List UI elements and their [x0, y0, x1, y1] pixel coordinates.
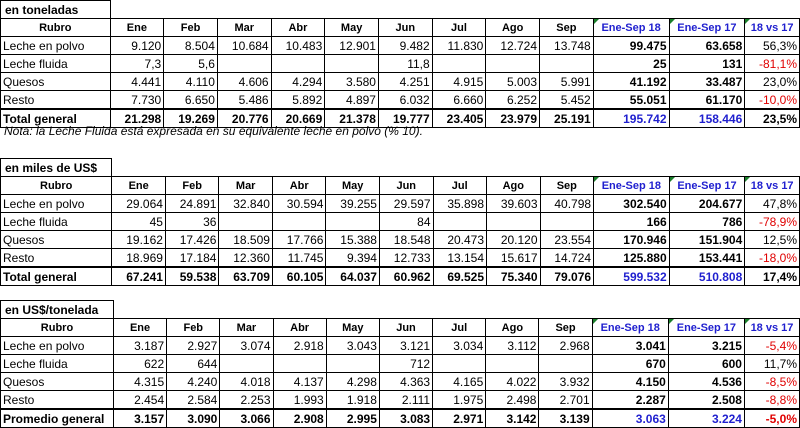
- table-cell: 11,7%: [744, 355, 799, 373]
- table-cell: 3.121: [379, 337, 432, 355]
- table-cell: 13.748: [540, 37, 594, 55]
- table-cell: 3.224: [668, 409, 744, 428]
- table-cell: 55.051: [593, 91, 669, 110]
- table-cell: 20.776: [217, 109, 271, 128]
- table-cell: 75.340: [487, 267, 541, 286]
- table-cell: 4.110: [164, 73, 218, 91]
- table-cell: 2.454: [113, 391, 166, 410]
- column-header: Mar: [217, 19, 271, 37]
- table-row: [1, 73, 800, 91]
- column-header: Feb: [164, 19, 218, 37]
- column-header: Jun: [379, 319, 432, 337]
- table-cell: 3.083: [379, 409, 432, 428]
- column-header: Ene-Sep 17: [669, 19, 745, 37]
- table-cell: 1.993: [273, 391, 326, 410]
- table-cell: 6.032: [378, 91, 432, 110]
- table-cell: 25: [593, 55, 669, 73]
- table-cell: [326, 213, 380, 231]
- table-cell: 3.090: [167, 409, 220, 428]
- table-cell: 61.170: [669, 91, 745, 110]
- table-cell: [540, 213, 594, 231]
- column-header: Feb: [167, 319, 220, 337]
- table-cell: 153.441: [669, 249, 745, 268]
- table-cell: 2.253: [220, 391, 273, 410]
- table-cell: 29.064: [112, 195, 166, 213]
- table-cell: 2.508: [668, 391, 744, 410]
- column-header: Abr: [273, 319, 326, 337]
- table-cell: 39.603: [487, 195, 541, 213]
- table-cell: -5,4%: [744, 337, 799, 355]
- table-cell: 4.165: [433, 373, 486, 391]
- table-cell: 170.946: [594, 231, 670, 249]
- table-cell: 622: [113, 355, 166, 373]
- table-cell: 11,8: [378, 55, 432, 73]
- table-cell: 23,5%: [745, 109, 800, 128]
- table-cell: 4.441: [110, 73, 164, 91]
- table-cell: 64.037: [326, 267, 380, 286]
- table-cell: 151.904: [669, 231, 745, 249]
- title-row: [1, 301, 800, 319]
- table-cell: [219, 213, 273, 231]
- table-cell: 786: [669, 213, 745, 231]
- table-cell: 195.742: [593, 109, 669, 128]
- table-cell: 18.969: [112, 249, 166, 268]
- table-cell: [486, 355, 539, 373]
- column-header: May: [326, 177, 380, 195]
- table-cell: 3.074: [220, 337, 273, 355]
- column-header: Ago: [486, 319, 539, 337]
- column-header: Ene-Sep 17: [668, 319, 744, 337]
- table-cell: 125.880: [594, 249, 670, 268]
- table-cell: 4.363: [379, 373, 432, 391]
- table-cell: 2.968: [539, 337, 592, 355]
- table-cell: 5.452: [540, 91, 594, 110]
- table-cell: 2.287: [592, 391, 668, 410]
- table-cell: -8,5%: [744, 373, 799, 391]
- table-row: [1, 373, 800, 391]
- row-label: Leche en polvo: [1, 37, 111, 55]
- table-cell: 4.897: [325, 91, 379, 110]
- row-label: Leche fluida: [1, 55, 111, 73]
- row-label: Resto: [1, 249, 112, 268]
- table-cell: 12.901: [325, 37, 379, 55]
- table-cell: 25.191: [540, 109, 594, 128]
- table-cell: 5.003: [486, 73, 540, 91]
- table-cell: 302.540: [594, 195, 670, 213]
- row-label: Leche fluida: [1, 213, 112, 231]
- table-cell: 36: [165, 213, 219, 231]
- table-cell: 2.498: [486, 391, 539, 410]
- table-cell: 20.473: [433, 231, 487, 249]
- table-cell: 17.426: [165, 231, 219, 249]
- column-header: Sep: [539, 319, 592, 337]
- table-cell: 59.538: [165, 267, 219, 286]
- table-cell: 10.684: [217, 37, 271, 55]
- table-cell: 3.041: [592, 337, 668, 355]
- table-cell: 39.255: [326, 195, 380, 213]
- table-cell: 17.766: [272, 231, 326, 249]
- table-cell: 4.022: [486, 373, 539, 391]
- table-cell: 3.063: [592, 409, 668, 428]
- table-cell: 56,3%: [745, 37, 800, 55]
- table-row: [1, 249, 800, 268]
- table-cell: 21.298: [110, 109, 164, 128]
- table-cell: 21.378: [325, 109, 379, 128]
- table-cell: 3.034: [433, 337, 486, 355]
- table-cell: 1.975: [433, 391, 486, 410]
- table-cell: 9.120: [110, 37, 164, 55]
- table-cell: 2.111: [379, 391, 432, 410]
- table-cell: [271, 55, 325, 73]
- table-cell: 79.076: [540, 267, 594, 286]
- title-row: [1, 1, 800, 19]
- column-header: May: [325, 19, 379, 37]
- table-cell: 4.251: [378, 73, 432, 91]
- table-cell: 12.360: [219, 249, 273, 268]
- table-cell: [487, 213, 541, 231]
- table-cell: 3.142: [486, 409, 539, 428]
- table-cell: 2.701: [539, 391, 592, 410]
- table-row: [1, 37, 800, 55]
- table-cell: [539, 355, 592, 373]
- total-row: [1, 267, 800, 286]
- table-cell: [433, 355, 486, 373]
- header-row: [1, 177, 800, 195]
- column-header: Ene: [110, 19, 164, 37]
- table-cell: 9.394: [326, 249, 380, 268]
- table-title: en US$/tonelada: [1, 301, 114, 319]
- header-row: [1, 319, 800, 337]
- table-cell: [540, 55, 594, 73]
- table-cell: -78,9%: [745, 213, 800, 231]
- table-cell: 5.892: [271, 91, 325, 110]
- table-cell: 15.388: [326, 231, 380, 249]
- table-cell: [486, 55, 540, 73]
- table-cell: 3.043: [326, 337, 379, 355]
- table-row: [1, 55, 800, 73]
- table-cell: 4.606: [217, 73, 271, 91]
- table-cell: [217, 55, 271, 73]
- table-cell: 20.120: [487, 231, 541, 249]
- table-cell: 4.150: [592, 373, 668, 391]
- table-cell: 23,0%: [745, 73, 800, 91]
- table-cell: 47,8%: [745, 195, 800, 213]
- table-cell: 17.184: [165, 249, 219, 268]
- column-header: Jun: [379, 177, 433, 195]
- table-cell: 67.241: [112, 267, 166, 286]
- table-cell: 30.594: [272, 195, 326, 213]
- table-cell: 7,3: [110, 55, 164, 73]
- table-cell: 670: [592, 355, 668, 373]
- table-title: en toneladas: [1, 1, 111, 19]
- table-cell: 41.192: [593, 73, 669, 91]
- table-usd-tonelada: [0, 300, 800, 428]
- column-header: Mar: [220, 319, 273, 337]
- table-miles-usd: [0, 158, 800, 286]
- table-cell: 32.840: [219, 195, 273, 213]
- column-header: Abr: [272, 177, 326, 195]
- table-cell: -81,1%: [745, 55, 800, 73]
- row-label: Resto: [1, 91, 111, 110]
- row-label: Leche en polvo: [1, 195, 112, 213]
- table-cell: 23.554: [540, 231, 594, 249]
- table-cell: 11.745: [272, 249, 326, 268]
- table-cell: -5,0%: [744, 409, 799, 428]
- table-cell: 15.617: [487, 249, 541, 268]
- table-cell: -10,0%: [745, 91, 800, 110]
- table-cell: 712: [379, 355, 432, 373]
- table-cell: 24.891: [165, 195, 219, 213]
- column-header: Mar: [219, 177, 273, 195]
- table-cell: [432, 55, 486, 73]
- table-cell: 644: [167, 355, 220, 373]
- table-cell: 4.298: [326, 373, 379, 391]
- table-cell: 4.915: [432, 73, 486, 91]
- row-label: Total general: [1, 267, 112, 286]
- table-cell: 63.658: [669, 37, 745, 55]
- table-cell: [325, 55, 379, 73]
- column-header: May: [326, 319, 379, 337]
- table-row: [1, 355, 800, 373]
- column-header: 18 vs 17: [745, 19, 800, 37]
- column-header: Ago: [487, 177, 541, 195]
- column-header: Ene-Sep 18: [593, 19, 669, 37]
- table-cell: 2.908: [273, 409, 326, 428]
- table-cell: 13.154: [433, 249, 487, 268]
- table-cell: 60.105: [272, 267, 326, 286]
- row-label: Quesos: [1, 73, 111, 91]
- table-cell: 45: [112, 213, 166, 231]
- column-header: Sep: [540, 19, 594, 37]
- column-header: Jul: [433, 319, 486, 337]
- column-header: Abr: [271, 19, 325, 37]
- column-header: Jul: [432, 19, 486, 37]
- table-row: [1, 391, 800, 410]
- table-cell: 69.525: [433, 267, 487, 286]
- row-label: Total general: [1, 109, 111, 128]
- column-header: 18 vs 17: [745, 177, 800, 195]
- table-cell: 4.137: [273, 373, 326, 391]
- table-cell: 6.252: [486, 91, 540, 110]
- row-label: Leche en polvo: [1, 337, 114, 355]
- table-cell: -8,8%: [744, 391, 799, 410]
- table-cell: 3.580: [325, 73, 379, 91]
- table-cell: 17,4%: [745, 267, 800, 286]
- row-label: Quesos: [1, 231, 112, 249]
- table-cell: 2.918: [273, 337, 326, 355]
- table-cell: 6.660: [432, 91, 486, 110]
- table-cell: 4.294: [271, 73, 325, 91]
- column-header: Feb: [165, 177, 219, 195]
- table-cell: 5.486: [217, 91, 271, 110]
- header-row: [1, 19, 800, 37]
- table-cell: 99.475: [593, 37, 669, 55]
- table-cell: 131: [669, 55, 745, 73]
- table-cell: 6.650: [164, 91, 218, 110]
- table-cell: 12.733: [379, 249, 433, 268]
- table-cell: 9.482: [378, 37, 432, 55]
- table-cell: 2.971: [433, 409, 486, 428]
- table-cell: 12,5%: [745, 231, 800, 249]
- table-cell: 3.215: [668, 337, 744, 355]
- table-cell: 19.269: [164, 109, 218, 128]
- column-header: Jul: [433, 177, 487, 195]
- table-cell: 600: [668, 355, 744, 373]
- table-cell: 2.584: [167, 391, 220, 410]
- table-cell: 3.066: [220, 409, 273, 428]
- table-cell: 19.777: [378, 109, 432, 128]
- column-header: 18 vs 17: [744, 319, 799, 337]
- table-cell: 4.018: [220, 373, 273, 391]
- table-cell: 35.898: [433, 195, 487, 213]
- column-header: Ago: [486, 19, 540, 37]
- table-cell: 7.730: [110, 91, 164, 110]
- table-cell: 60.962: [379, 267, 433, 286]
- table-cell: 23.979: [486, 109, 540, 128]
- table-row: [1, 213, 800, 231]
- table-cell: 599.532: [594, 267, 670, 286]
- table-cell: 12.724: [486, 37, 540, 55]
- table-cell: 3.157: [113, 409, 166, 428]
- table-cell: 23.405: [432, 109, 486, 128]
- table-cell: 63.709: [219, 267, 273, 286]
- table-cell: 19.162: [112, 231, 166, 249]
- table-cell: 2.995: [326, 409, 379, 428]
- table-cell: 40.798: [540, 195, 594, 213]
- table-cell: 2.927: [167, 337, 220, 355]
- table-cell: 5.991: [540, 73, 594, 91]
- table-cell: 33.487: [669, 73, 745, 91]
- row-label: Quesos: [1, 373, 114, 391]
- table-cell: 29.597: [379, 195, 433, 213]
- column-header: Ene: [112, 177, 166, 195]
- table-cell: 1.918: [326, 391, 379, 410]
- column-header: Ene-Sep 18: [592, 319, 668, 337]
- column-header: Ene: [113, 319, 166, 337]
- table-cell: 3.139: [539, 409, 592, 428]
- table-cell: [272, 213, 326, 231]
- table-cell: 166: [594, 213, 670, 231]
- table-row: [1, 91, 800, 110]
- table-cell: [326, 355, 379, 373]
- table-cell: 8.504: [164, 37, 218, 55]
- table-cell: 3.112: [486, 337, 539, 355]
- table-cell: 10.483: [271, 37, 325, 55]
- table-title: en miles de US$: [1, 159, 112, 177]
- table-row: [1, 195, 800, 213]
- table-cell: 20.669: [271, 109, 325, 128]
- row-label: Promedio general: [1, 409, 114, 428]
- table-cell: 4.315: [113, 373, 166, 391]
- table-cell: 18.548: [379, 231, 433, 249]
- table-cell: 158.446: [669, 109, 745, 128]
- table-cell: -18,0%: [745, 249, 800, 268]
- column-header: Rubro: [1, 177, 112, 195]
- title-row: [1, 159, 800, 177]
- table-cell: [273, 355, 326, 373]
- total-row: [1, 409, 800, 428]
- table-cell: 18.509: [219, 231, 273, 249]
- table-cell: [433, 213, 487, 231]
- table-toneladas: [0, 0, 800, 128]
- table-cell: 84: [379, 213, 433, 231]
- table-cell: 3.187: [113, 337, 166, 355]
- table-cell: 3.932: [539, 373, 592, 391]
- table-cell: 204.677: [669, 195, 745, 213]
- table-cell: 14.724: [540, 249, 594, 268]
- table-row: [1, 231, 800, 249]
- table-cell: 5,6: [164, 55, 218, 73]
- row-label: Leche fluida: [1, 355, 114, 373]
- table-cell: 4.240: [167, 373, 220, 391]
- column-header: Ene-Sep 17: [669, 177, 745, 195]
- table-cell: 11.830: [432, 37, 486, 55]
- table-cell: 510.808: [669, 267, 745, 286]
- note-text: Nota: la Leche Fluida está expresada en su equivalente leche en polvo (% 10).: [4, 124, 423, 138]
- column-header: Jun: [378, 19, 432, 37]
- column-header: Rubro: [1, 319, 114, 337]
- table-row: [1, 337, 800, 355]
- column-header: Ene-Sep 18: [594, 177, 670, 195]
- table-cell: 4.536: [668, 373, 744, 391]
- column-header: Sep: [540, 177, 594, 195]
- column-header: Rubro: [1, 19, 111, 37]
- row-label: Resto: [1, 391, 114, 410]
- table-cell: [220, 355, 273, 373]
